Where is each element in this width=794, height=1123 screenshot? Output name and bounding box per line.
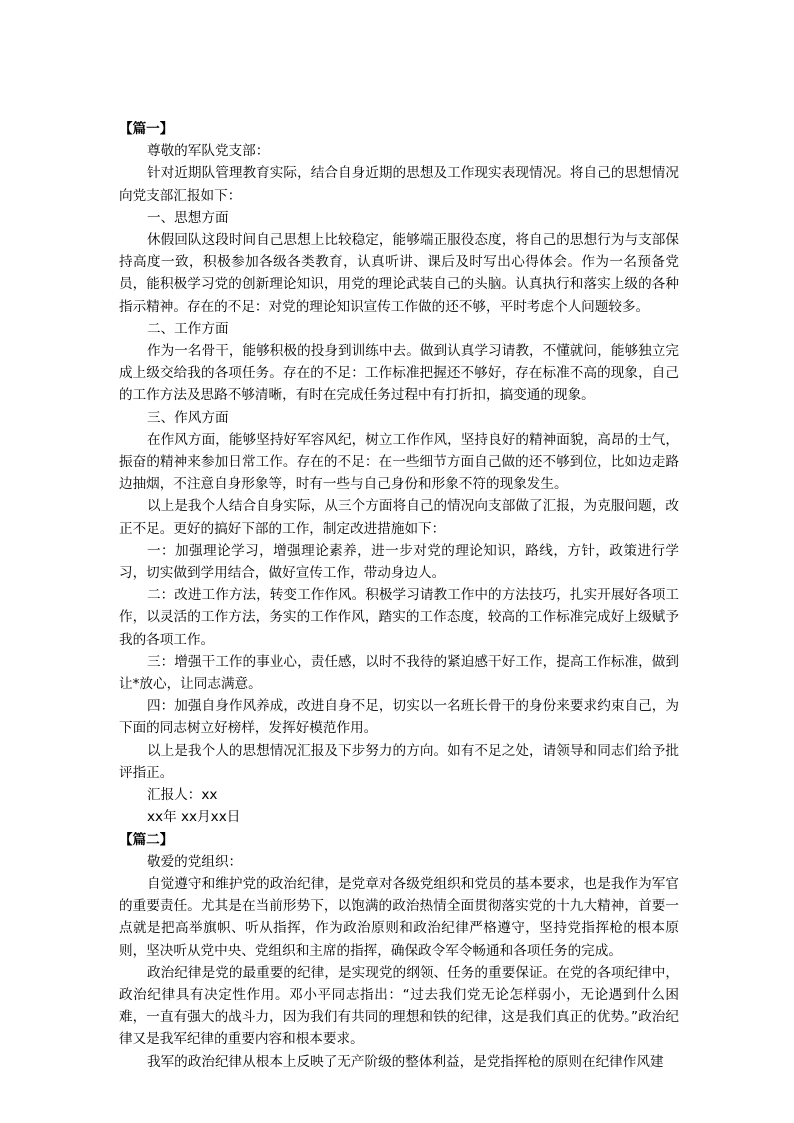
body-paragraph: 三、作风方面	[147, 409, 229, 426]
closing-line: 汇报人：xx	[147, 787, 218, 804]
body-paragraph: 我军的政治纪律从根本上反映了无产阶级的整体利益，是党指挥枪的原则在纪律作风建	[147, 1053, 664, 1070]
body-paragraph: 以上是我个人结合自身实际，从三个方面将自己的情况向支部做了汇报，为克服问题，改正不足。更好的搞好下部的工作，制定改进措施如下：	[119, 498, 679, 537]
body-paragraph: 四：加强自身作风养成，改进自身不足，切实以一名班长骨干的身份来要求约束自己，为下面的同志树立好榜样，发挥好模范作用。	[119, 698, 679, 737]
body-paragraph: 二：改进工作方法，转变工作作风。积极学习请教工作中的方法技巧，扎实开展好各项工作，以灵活的工作方法，务实的工作作风，踏实的工作态度，较高的工作标准完成好上级赋予我的各项工作。	[119, 587, 679, 648]
body-paragraph: 政治纪律是党的最重要的纪律，是实现党的纲领、任务的重要保证。在党的各项纪律中，政治纪律具有决定性作用。邓小平同志指出：“过去我们党无论怎样弱小，无论遇到什么困难，一直有强大的战斗力，因为我们有共同的理想和铁的纪律，这是我们真正的优势。”政治纪律又是我军纪律的重要内容和根本要求。	[119, 964, 679, 1048]
body-paragraph: 尊敬的军队党支部：	[147, 143, 270, 160]
section-heading: 【篇二】	[119, 831, 174, 848]
body-paragraph: 休假回队这段时间自己思想上比较稳定，能够端正服役态度，将自己的思想行为与支部保持高度一致，积极参加各级各类教育，认真听讲、课后及时写出心得体会。作为一名预备党员，能积极学习党的创新理论知识，用党的理论武装自己的头脑。认真执行和落实上级的各种指示精神。存在的不足：对党的理论知识宣传工作做的还不够，平时考虑个人问题较多。	[119, 232, 679, 315]
body-paragraph: 敬爱的党组织：	[147, 853, 243, 870]
document-page	[119, 118, 679, 1073]
body-paragraph: 三：增强干工作的事业心，责任感，以时不我待的紧迫感干好工作，提高工作标准，做到让*放心，让同志满意。	[119, 653, 679, 693]
body-paragraph: 针对近期队管理教育实际，结合自身近期的思想及工作现实表现情况。将自己的思想情况向党支部汇报如下：	[119, 165, 679, 204]
closing-line: xx年 xx月xx日	[147, 809, 241, 826]
body-paragraph: 二、工作方面	[147, 320, 229, 337]
section-heading: 【篇一】	[119, 121, 174, 137]
body-paragraph: 以上是我个人的思想情况汇报及下步努力的方向。如有不足之处，请领导和同志们给予批评指正。	[119, 742, 679, 781]
body-paragraph: 一：加强理论学习，增强理论素养，进一步对党的理论知识，路线，方针，政策进行学习，切实做到学用结合，做好宣传工作，带动身边人。	[119, 542, 679, 582]
body-paragraph: 一、思想方面	[147, 209, 229, 226]
body-paragraph: 自觉遵守和维护党的政治纪律，是党章对各级党组织和党员的基本要求，也是我作为军官的重要责任。尤其是在当前形势下，以饱满的政治热情全面贯彻落实党的十九大精神，首要一点就是把高举旗帜、听从指挥，作为政治原则和政治纪律严格遵守，坚持党指挥枪的根本原则，坚决听从党中央、党组织和主席的指挥，确保政令军令畅通和各项任务的完成。	[119, 875, 679, 959]
body-paragraph: 作为一名骨干，能够积极的投身到训练中去。做到认真学习请教，不懂就问，能够独立完成上级交给我的各项任务。存在的不足：工作标准把握还不够好，存在标准不高的现象，自己的工作方法及思路不够清晰，有时在完成任务过程中有打折扣，搞变通的现象。	[119, 343, 679, 404]
body-paragraph: 在作风方面，能够坚持好军容风纪，树立工作作风，坚持良好的精神面貌，高昂的士气，振奋的精神来参加日常工作。存在的不足：在一些细节方面自己做的还不够到位，比如边走路边抽烟，不注意自身形象等，时有一些与自己身份和形象不符的现象发生。	[119, 431, 679, 493]
